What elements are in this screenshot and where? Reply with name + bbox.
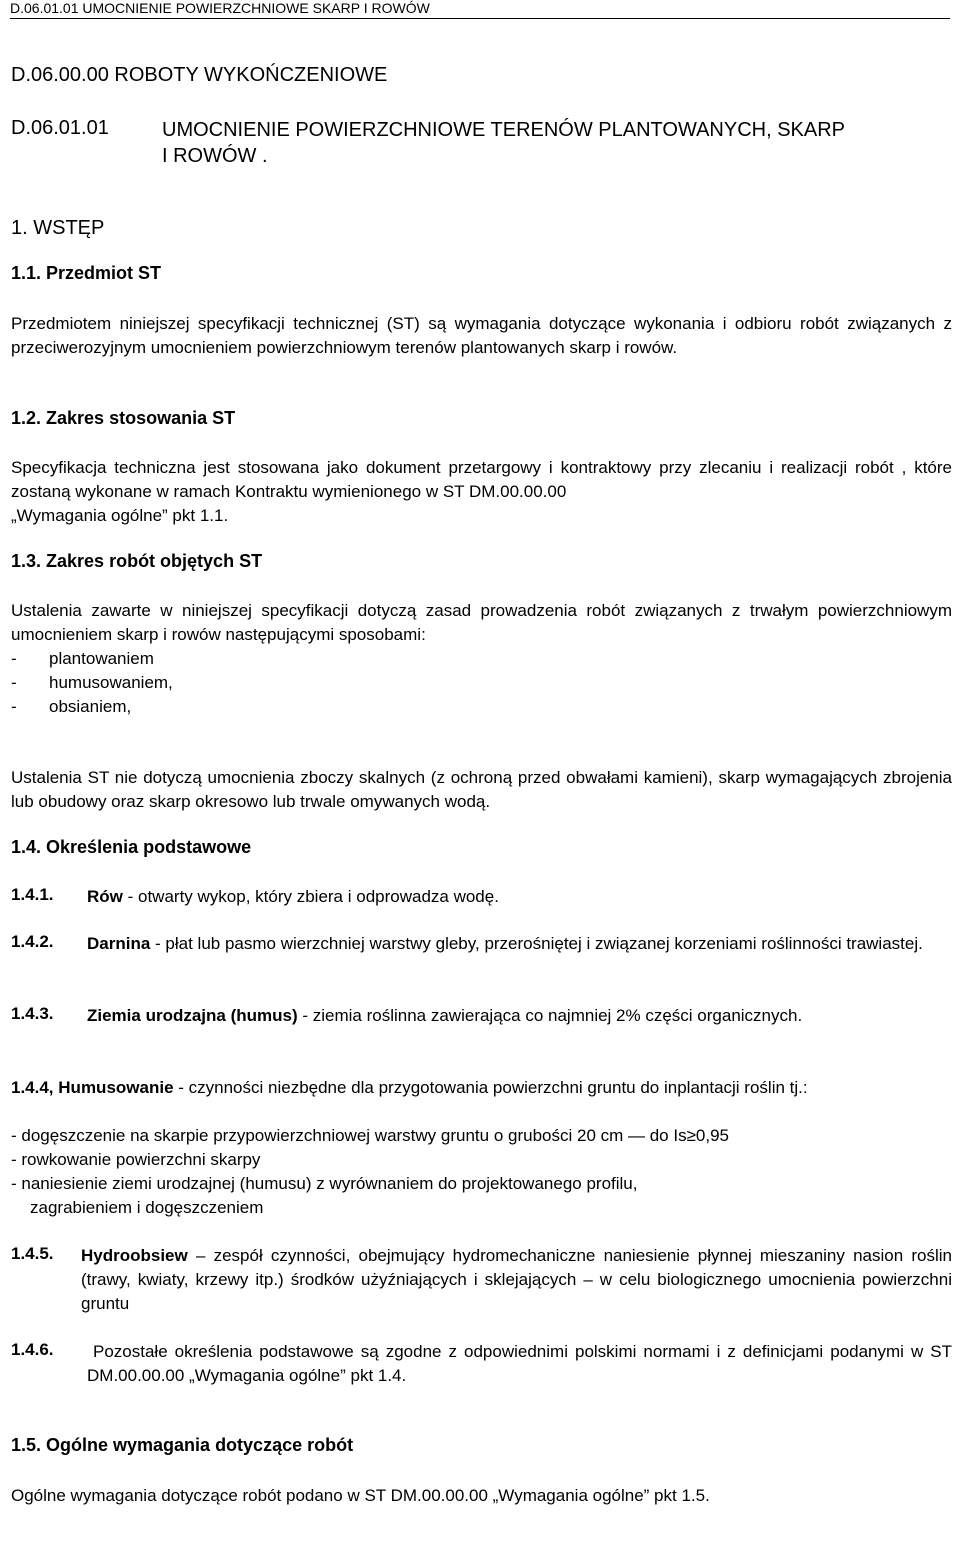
definition-1-4-4: 1.4.4, Humusowanie - czynności niezbędne dla przygotowania powierzchni gruntu do inplantacji roślin tj.: <box>11 1078 808 1097</box>
section-1-2-text-a: Specyfikacja techniczna jest stosowana jako dokument przetargowy i kontraktowy przy zlecaniu i realizacji robót , które zostaną wykonane w ramach Kontraktu wymienionego w ST DM.00.00.00 <box>11 458 952 501</box>
section-1-4-heading: 1.4. Określenia podstawowe <box>11 837 252 857</box>
section-1-3-heading: 1.3. Zakres robót objętych ST <box>11 551 263 571</box>
list-item: - plantowaniem <box>11 649 154 668</box>
spec-title-line1: UMOCNIENIE POWIERZCHNIOWE TERENÓW PLANTOWANYCH, SKARP <box>162 119 846 141</box>
section-1-5-heading: 1.5. Ogólne wymagania dotyczące robót <box>11 1435 354 1455</box>
spec-title <box>162 117 845 169</box>
spec-title-line2: I ROWÓW . <box>162 145 268 167</box>
running-header: D.06.01.01 UMOCNIENIE POWIERZCHNIOWE SKARP I ROWÓW <box>10 0 950 19</box>
section-1-3-text2: Ustalenia ST nie dotyczą umocnienia zboczy skalnych (z ochroną przed obwałami kamieni), skarp wymagających zbrojenia lub obudowy oraz skarp okresowo lub trwale omywanych wodą. <box>11 768 952 811</box>
section-1-heading: 1. WSTĘP <box>11 217 105 239</box>
list-item: - humusowaniem, <box>11 673 173 692</box>
list-item: - naniesienie ziemi urodzajnej (humusu) z wyrównaniem do projektowanego profilu, <box>11 1174 638 1193</box>
list-item: - obsianiem, <box>11 697 132 716</box>
section-1-1-text: Przedmiotem niniejszej specyfikacji technicznej (ST) są wymagania dotyczące wykonania i odbioru robót związanych z przeciwerozyjnym umocnieniem powierzchniowym terenów plantowanych skarp i rowów. <box>11 314 952 357</box>
section-1-2-heading: 1.2. Zakres stosowania ST <box>11 408 236 428</box>
definition-1-4-4-list <box>11 1124 952 1220</box>
section-1-2-text-b: „Wymagania ogólne” pkt 1.1. <box>11 506 229 525</box>
chapter-title: D.06.00.00 ROBOTY WYKOŃCZENIOWE <box>11 64 388 86</box>
section-1-1-heading: 1.1. Przedmiot ST <box>11 263 162 283</box>
list-item: zagrabieniem i dogęszczeniem <box>30 1198 264 1217</box>
section-1-2-text <box>11 456 952 528</box>
section-1-3-text: Ustalenia zawarte w niniejszej specyfikacji dotyczą zasad prowadzenia robót związanych z trwałym powierzchniowym umocnieniem skarp i rowów następującymi sposobami: <box>11 601 952 644</box>
section-1-5-text: Ogólne wymagania dotyczące robót podano w ST DM.00.00.00 „Wymagania ogólne” pkt 1.5. <box>11 1486 710 1505</box>
list-item: - rowkowanie powierzchni skarpy <box>11 1150 261 1169</box>
list-item: - dogęszczenie na skarpie przypowierzchniowej warstwy gruntu o grubości 20 cm — do Is≥0,95 <box>11 1126 730 1145</box>
spec-code: D.06.01.01 <box>11 117 109 139</box>
section-1-3-list <box>11 647 173 719</box>
